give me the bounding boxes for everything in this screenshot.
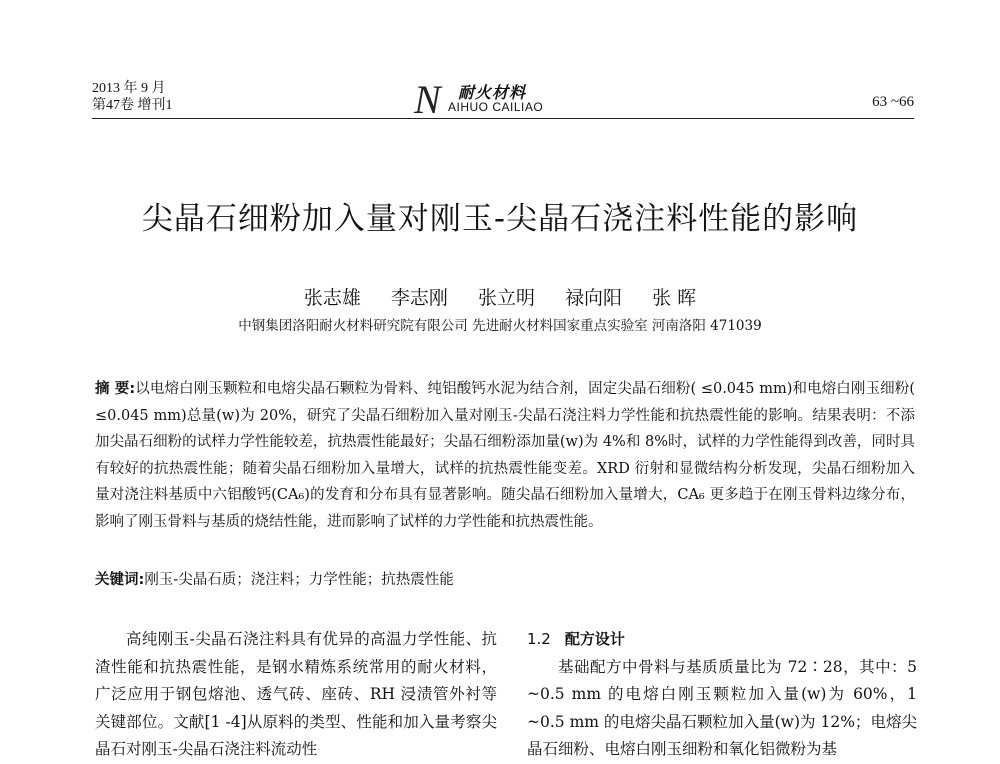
- keywords: [95, 568, 915, 589]
- section-title: 配方设计: [564, 630, 625, 648]
- author-name: 张志雄: [303, 287, 361, 309]
- author-name: 张立明: [477, 287, 535, 309]
- abstract-label: 摘 要:: [95, 381, 136, 397]
- keywords-text: 刚玉-尖晶石质；浇注料；力学性能；抗热震性能: [144, 572, 454, 588]
- author-name: 李志刚: [390, 287, 448, 309]
- issue-volume: 第47卷 增刊1: [92, 98, 173, 113]
- section-body: 基础配方中骨料与基质质量比为 72∶28，其中：5 ~0.5 mm 的电熔白刚玉颗粒加入量(w)为 60%，1 ~0.5 mm 的电熔尖晶石颗粒加入量(w)为 12%；电熔尖晶石细粉、电熔白刚玉细粉和氧化铝微粉为基: [527, 657, 917, 758]
- page-header: [92, 77, 914, 122]
- section-number: 1.2: [527, 630, 551, 648]
- issue-info: [92, 80, 173, 114]
- keywords-label: 关键词:: [95, 572, 145, 588]
- author-name: 禄向阳: [565, 287, 623, 309]
- affiliation: 中钢集团洛阳耐火材料研究院有限公司 先进耐火材料国家重点实验室 河南洛阳 471039: [238, 318, 762, 334]
- abstract-text: 以电熔白刚玉颗粒和电熔尖晶石颗粒为骨料、纯铝酸钙水泥为结合剂，固定尖晶石细粉( ≤0.045 mm)和电熔白刚玉细粉( ≤0.045 mm)总量(w)为 20%，研究了尖晶石细粉加入量对刚玉-尖晶石浇注料力学性能和抗热震性能的影响。结果表明：不添加尖晶石细粉的试样力学性能较差，抗热震性能最好；尖晶石细粉添加量(w)为 4%和 8%时，试样的力学性能得到改善，同时具有较好的抗热震性能；随着尖晶石细粉加入量增大，试样的抗热震性能变差。XRD 衍射和显微结构分析发现，尖晶石细粉加入量对浇注料基质中六铝酸钙(CA₆)的发育和分布具有显著影响。随尖晶石细粉加入量增大，CA₆ 更多趋于在刚玉骨料边缘分布，影响了刚玉骨料与基质的烧结性能，进而影响了试样的力学性能和抗热震性能。: [95, 381, 915, 530]
- journal-name-cn: 耐火材料: [458, 83, 527, 102]
- journal-name-en: AIHUO CAILIAO: [448, 100, 544, 114]
- section-heading: [527, 626, 917, 654]
- page-range: 63 ~66: [872, 94, 914, 110]
- author-name: 张 晖: [652, 287, 697, 309]
- issue-date: 2013 年 9 月: [92, 81, 166, 96]
- abstract: [95, 376, 915, 535]
- header-rule: [92, 118, 914, 119]
- body-column-right: [527, 626, 917, 764]
- author-list: [0, 283, 1000, 310]
- journal-logo-letter: N: [414, 77, 441, 122]
- body-column-left: 高纯刚玉-尖晶石浇注料具有优异的高温力学性能、抗渣性能和抗热震性能，是钢水精炼系统常用的耐火材料，广泛应用于钢包熔池、透气砖、座砖、RH 浸渍管外衬等关键部位。文献[1 -4]从原料的类型、性能和加入量考察尖晶石对刚玉-尖晶石浇注料流动性: [95, 630, 497, 758]
- journal-logo: [414, 77, 594, 122]
- paper-title: 尖晶石细粉加入量对刚玉-尖晶石浇注料性能的影响: [141, 201, 859, 237]
